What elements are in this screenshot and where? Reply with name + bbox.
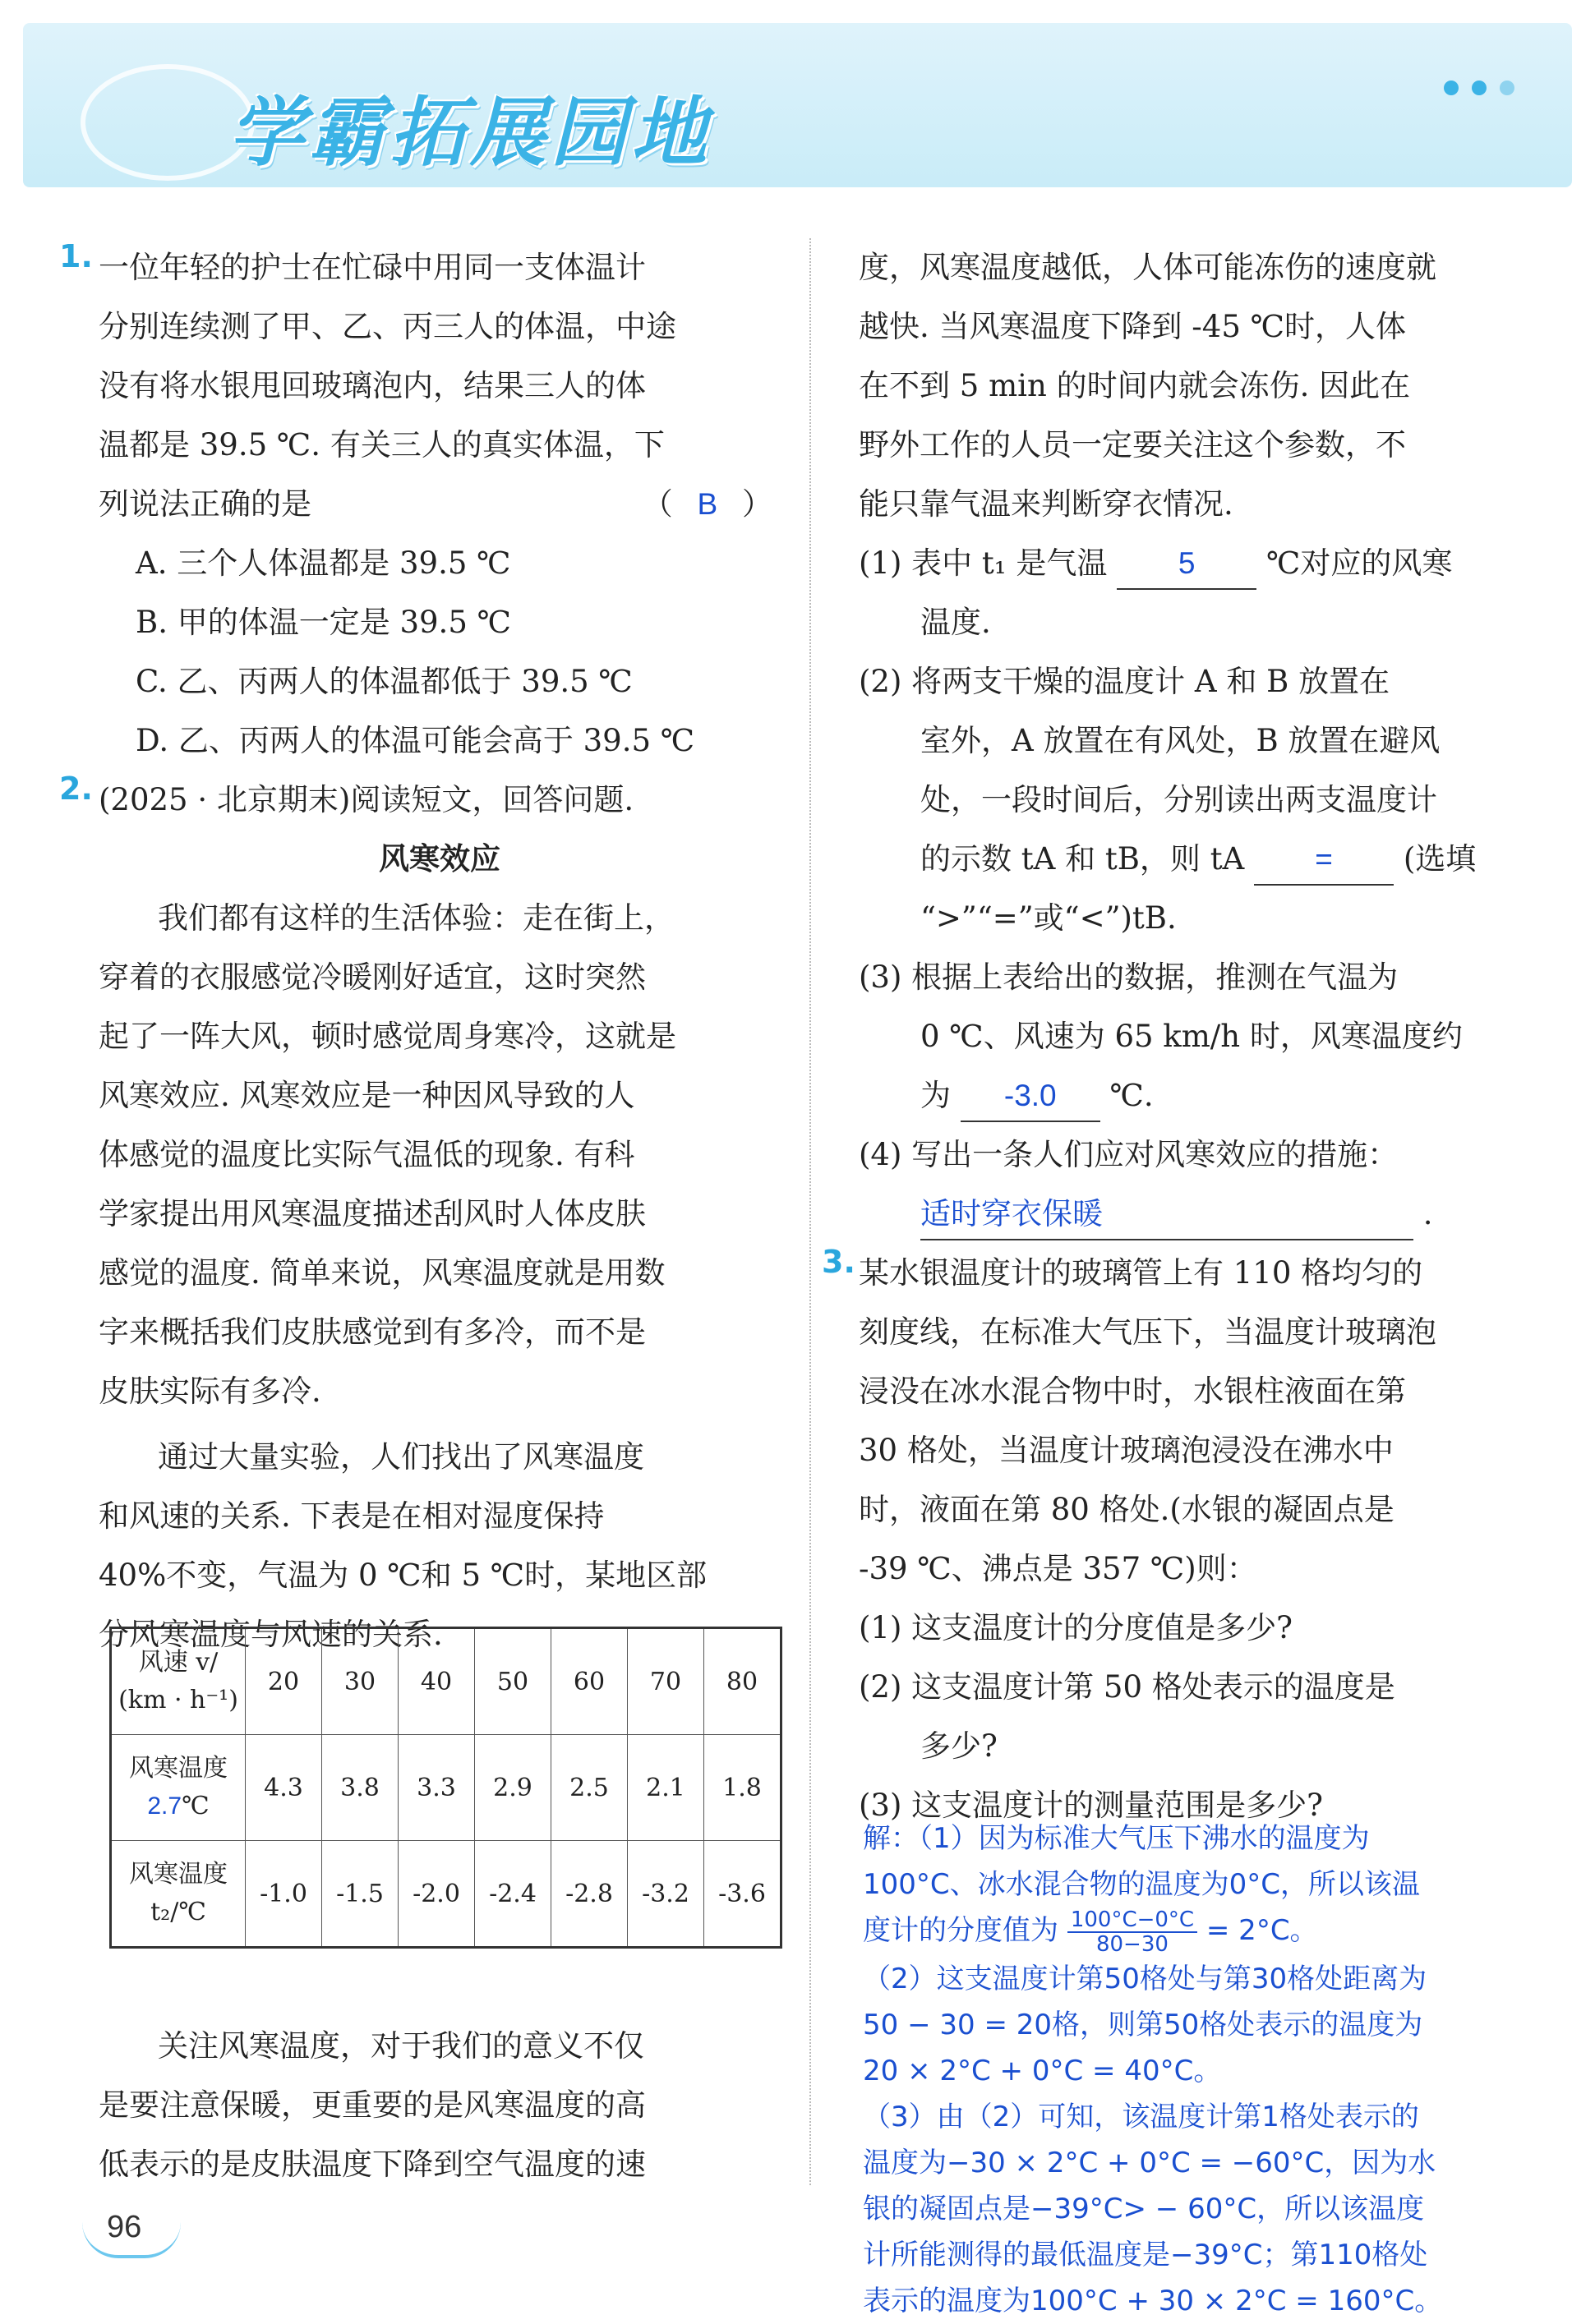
table-row xyxy=(111,1628,781,1735)
table-row xyxy=(111,1735,781,1841)
header-text: 风寒温度 xyxy=(129,1860,228,1889)
q2-sub2-line: 室外，A 放置在有风处，B 放置在避风 xyxy=(920,723,1441,758)
header-unit-handwritten: 2.7℃ xyxy=(147,1792,210,1820)
q2-sub3-answer-line xyxy=(859,1066,1508,1125)
q2-para3-cont: 在不到 5 min 的时间内就会冻伤. 因此在 xyxy=(859,368,1411,403)
table-cell: -2.0 xyxy=(399,1841,475,1948)
q3-line: -39 ℃、沸点是 357 ℃)则： xyxy=(859,1551,1257,1586)
q1-line: 一位年轻的护士在忙碌中用同一支体温计 xyxy=(99,250,646,285)
sub2-answer-blank: = xyxy=(1254,835,1394,886)
q2-para1-line: 我们都有这样的生活体验：走在街上， xyxy=(158,900,675,936)
q3-solution xyxy=(863,1815,1512,2324)
wind-chill-table xyxy=(109,1627,782,1949)
header-unit: t₂/℃ xyxy=(150,1898,206,1926)
table-row xyxy=(111,1841,781,1948)
q3-sub: 多少? xyxy=(920,1728,998,1764)
column-divider xyxy=(809,238,811,2185)
q2-para1-line: 学家提出用风寒温度描述刮风时人体皮肤 xyxy=(99,1196,646,1231)
q2-sub2-last: “>”“=”或“<”)tB. xyxy=(920,900,1177,936)
q3-sub: (3) 这支温度计的测量范围是多少? xyxy=(859,1788,1324,1823)
q1-answer-bracket xyxy=(643,475,772,534)
right-column xyxy=(859,238,1508,1835)
header-text: 风寒温度 xyxy=(129,1754,228,1783)
q2-sub3-line: 0 ℃、风速为 65 km/h 时，风寒温度约 xyxy=(920,1019,1463,1054)
table-cell: 80 xyxy=(704,1628,781,1735)
solution-line: （2）这支温度计第50格处与第30格处距离为 xyxy=(863,1962,1427,1995)
q1-last-text: 列说法正确的是 xyxy=(99,486,311,522)
q1-line: 温都是 39.5 ℃. 有关三人的真实体温，下 xyxy=(99,427,665,462)
table-cell: -3.2 xyxy=(628,1841,704,1948)
sub3-text: 为 xyxy=(920,1078,951,1113)
table-cell: 2.1 xyxy=(628,1735,704,1841)
table-cell: 3.3 xyxy=(399,1735,475,1841)
q1-line-last xyxy=(99,475,781,534)
q2-para1-line: 字来概括我们皮肤感觉到有多冷，而不是 xyxy=(99,1314,646,1350)
q2-sub4-line: (4) 写出一条人们应对风寒效应的措施： xyxy=(859,1137,1399,1172)
q2-sub2-line: (2) 将两支干燥的温度计 A 和 B 放置在 xyxy=(859,664,1390,699)
sub3-text-post: ℃. xyxy=(1109,1078,1154,1113)
q2-para1-line: 感觉的温度. 简单来说，风寒温度就是用数 xyxy=(99,1255,666,1291)
q3-line: 浸没在冰水混合物中时，水银柱液面在第 xyxy=(859,1374,1406,1409)
q1-answer: B xyxy=(697,487,718,521)
q2-sub1 xyxy=(859,534,1508,593)
q2-sub2-line: 处，一段时间后，分别读出两支温度计 xyxy=(920,782,1437,817)
fraction xyxy=(1067,1908,1197,1956)
q1-option-a: A. 三个人体温都是 39.5 ℃ xyxy=(136,545,511,581)
q3-line: 时，液面在第 80 格处.(水银的凝固点是 xyxy=(859,1492,1394,1527)
sub4-text-post: . xyxy=(1422,1196,1433,1231)
q2-para2-line: 分风寒温度与风速的关系. xyxy=(99,1617,443,1652)
header-text: 风速 v/ xyxy=(138,1648,219,1677)
solution-line: 解：（1）因为标准大气压下沸水的温度为 xyxy=(863,1822,1370,1855)
dot-icon xyxy=(1500,81,1514,95)
dot-icon xyxy=(1472,81,1487,95)
q2-para1-line: 体感觉的温度比实际气温低的现象. 有科 xyxy=(99,1137,635,1172)
header-banner xyxy=(23,23,1572,187)
q2-para3-line: 关注风寒温度，对于我们的意义不仅 xyxy=(158,2028,644,2064)
q3-line: 某水银温度计的玻璃管上有 110 格均匀的 xyxy=(859,1255,1423,1291)
solution-line: 表示的温度为100°C + 30 × 2°C = 160°C。 xyxy=(863,2284,1443,2317)
solution-line: 100°C、冰水混合物的温度为0°C，所以该温 xyxy=(863,1868,1421,1901)
bracket-close: ） xyxy=(742,486,772,522)
q2-para3-cont: 越快. 当风寒温度下降到 -45 ℃时，人体 xyxy=(859,309,1407,344)
q2-sub4-answer-line xyxy=(859,1185,1508,1244)
solution-line: 银的凝固点是−39°C> − 60°C，所以该温度 xyxy=(863,2192,1425,2225)
table-cell: 70 xyxy=(628,1628,704,1735)
handwritten-note: 2.7 xyxy=(147,1792,182,1820)
sub2-text: 的示数 tA 和 tB，则 tA xyxy=(920,841,1245,877)
sub1-answer-blank: 5 xyxy=(1117,539,1256,590)
solution-line-fraction xyxy=(863,1908,1512,1956)
q3-sub: (2) 这支温度计第 50 格处表示的温度是 xyxy=(859,1669,1395,1705)
table-cell: 30 xyxy=(322,1628,399,1735)
sub1-text: (1) 表中 t₁ 是气温 xyxy=(859,545,1108,581)
table-cell: 3.8 xyxy=(322,1735,399,1841)
table-cell: 1.8 xyxy=(704,1735,781,1841)
left-column-bottom xyxy=(99,2017,781,2194)
question-1-number: 1. xyxy=(59,238,93,274)
sub4-answer-blank: 适时穿衣保暖 xyxy=(920,1190,1413,1240)
table-cell: 50 xyxy=(475,1628,551,1735)
sub3-answer-blank: -3.0 xyxy=(961,1071,1100,1122)
row-header-speed xyxy=(111,1628,246,1735)
q2-sub2-answer-line xyxy=(859,830,1508,889)
table-cell: 60 xyxy=(551,1628,628,1735)
q2-para3-line: 低表示的是皮肤温度下降到空气温度的速 xyxy=(99,2147,646,2182)
solution-line: 50 − 30 = 20格，则第50格处表示的温度为 xyxy=(863,2008,1423,2041)
sub1-text-post: ℃对应的风寒 xyxy=(1265,545,1453,581)
q2-para1-line: 风寒效应. 风寒效应是一种因风导致的人 xyxy=(99,1078,635,1113)
q2-para1-line: 穿着的衣服感觉冷暖刚好适宜，这时突然 xyxy=(99,960,646,995)
row-header-t1 xyxy=(111,1735,246,1841)
question-2-number: 2. xyxy=(59,771,93,807)
q2-sub1-line2: 温度. xyxy=(920,605,991,640)
solution-line: （3）由（2）可知，该温度计第1格处表示的 xyxy=(863,2100,1419,2133)
q2-para1-line: 起了一阵大风，顿时感觉周身寒冷，这就是 xyxy=(99,1019,676,1054)
q1-line: 分别连续测了甲、乙、丙三人的体温，中途 xyxy=(99,309,676,344)
q2-passage-title: 风寒效应 xyxy=(379,841,500,877)
q3-line: 30 格处，当温度计玻璃泡浸没在沸水中 xyxy=(859,1433,1394,1468)
table-cell: -2.8 xyxy=(551,1841,628,1948)
question-3-number: 3. xyxy=(822,1244,855,1280)
table-cell: 4.3 xyxy=(246,1735,322,1841)
q2-para2-line: 40%不变，气温为 0 ℃和 5 ℃时，某地区部 xyxy=(99,1558,708,1593)
table-cell: -3.6 xyxy=(704,1841,781,1948)
solution-line: 20 × 2°C + 0°C = 40°C。 xyxy=(863,2054,1222,2087)
header-unit: (km · h⁻¹) xyxy=(118,1686,238,1714)
solution-text: = 2°C。 xyxy=(1205,1914,1318,1947)
dots-decoration xyxy=(1444,81,1514,95)
solution-line: 温度为−30 × 2°C + 0°C = −60°C，因为水 xyxy=(863,2146,1436,2179)
dot-icon xyxy=(1444,81,1459,95)
solution-text: 度计的分度值为 xyxy=(863,1914,1058,1947)
q2-para2-line: 和风速的关系. 下表是在相对湿度保持 xyxy=(99,1498,605,1534)
q1-option-c: C. 乙、丙两人的体温都低于 39.5 ℃ xyxy=(136,664,633,699)
table-cell: 40 xyxy=(399,1628,475,1735)
page-number: 96 xyxy=(107,2210,142,2244)
banner-title: 学霸拓展园地 xyxy=(228,89,712,177)
q1-option-b: B. 甲的体温一定是 39.5 ℃ xyxy=(136,605,512,640)
q2-para2-line: 通过大量实验，人们找出了风寒温度 xyxy=(158,1439,644,1475)
table-cell: 2.5 xyxy=(551,1735,628,1841)
solution-line: 计所能测得的最低温度是−39°C；第110格处 xyxy=(863,2238,1428,2271)
q2-para3-cont: 野外工作的人员一定要关注这个参数，不 xyxy=(859,427,1406,462)
fraction-denominator: 80−30 xyxy=(1095,1931,1169,1957)
table-cell: -1.5 xyxy=(322,1841,399,1948)
q2-para3-cont: 度，风寒温度越低，人体可能冻伤的速度就 xyxy=(859,250,1436,285)
left-column xyxy=(99,238,781,1664)
bracket-open: （ xyxy=(642,486,673,522)
table-cell: 2.9 xyxy=(475,1735,551,1841)
q2-para1-line: 皮肤实际有多冷. xyxy=(99,1374,321,1409)
row-header-t2 xyxy=(111,1841,246,1948)
table-cell: -1.0 xyxy=(246,1841,322,1948)
q3-sub: (1) 这支温度计的分度值是多少? xyxy=(859,1610,1293,1645)
sub2-text-post: (选填 xyxy=(1403,841,1477,877)
table-cell: 20 xyxy=(246,1628,322,1735)
table-cell: -2.4 xyxy=(475,1841,551,1948)
q1-line: 没有将水银甩回玻璃泡内，结果三人的体 xyxy=(99,368,646,403)
q2-para3-cont: 能只靠气温来判断穿衣情况. xyxy=(859,486,1233,522)
q3-line: 刻度线，在标准大气压下，当温度计玻璃泡 xyxy=(859,1314,1436,1350)
q2-sub3-line: (3) 根据上表给出的数据，推测在气温为 xyxy=(859,960,1399,995)
q2-para3-line: 是要注意保暖，更重要的是风寒温度的高 xyxy=(99,2087,646,2123)
q1-option-d: D. 乙、丙两人的体温可能会高于 39.5 ℃ xyxy=(136,723,695,758)
q2-intro: (2025 · 北京期末)阅读短文，回答问题. xyxy=(99,782,634,817)
fraction-numerator: 100°C−0°C xyxy=(1067,1908,1197,1933)
